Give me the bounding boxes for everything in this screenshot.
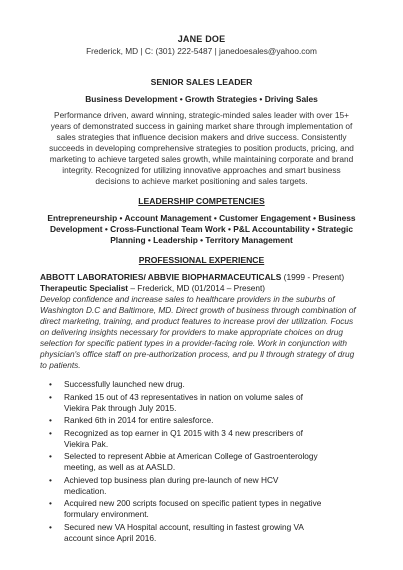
achievement-text: Successfully launched new drug. — [64, 379, 185, 389]
experience-title: PROFESSIONAL EXPERIENCE — [138, 255, 265, 265]
list-item — [40, 451, 363, 473]
achievement-text: Ranked 15 out of 43 representatives in nation on volume sales of Viekira Pak through July 2015. — [64, 391, 303, 413]
role-location-dates: – Frederick, MD (01/2014 – Present) — [130, 283, 266, 293]
employer-line — [40, 272, 363, 283]
list-item — [40, 392, 363, 414]
bullet: • — [49, 498, 52, 508]
role-description: Develop confidence and increase sales to healthcare providers in the suburbs of Washington D.C and Baltimore, MD. Direct growth of business through combination of direct marketing, training, and product features to increase provi der utilization. Focus on delivering insights necessary for providers to make appropriate choices on drug selection for specific patient types in a provider-facing role. Work in conjunction with physician's office staff on pre-authorization process, and pu ll through strategy of drug to patients. — [40, 294, 356, 370]
list-item — [40, 428, 363, 450]
subheadline: Business Development • Growth Strategies • Driving Sales — [85, 94, 318, 104]
contact-line: Frederick, MD | C: (301) 222-5487 | janedoesales@yahoo.com — [86, 46, 317, 56]
employer-name: ABBOTT LABORATORIES/ ABBVIE BIOPHARMACEUTICALS — [40, 272, 282, 282]
list-item — [40, 415, 363, 426]
list-item — [40, 498, 363, 520]
achievement-text: Ranked 6th in 2014 for entire salesforce. — [64, 415, 214, 425]
bullet: • — [49, 391, 52, 402]
bullet: • — [49, 521, 52, 532]
list-item — [40, 475, 363, 497]
role-line — [40, 283, 363, 294]
list-item — [40, 379, 363, 390]
competencies-title: LEADERSHIP COMPETENCIES — [138, 196, 265, 206]
achievements-list — [40, 379, 363, 544]
bullet: • — [49, 474, 52, 485]
candidate-name: JANE DOE — [177, 34, 226, 44]
role-title: Therapeutic Specialist — [40, 283, 129, 293]
achievement-text: Secured new VA Hospital account, resulting in fastest growing VA account since April 2016. — [64, 521, 304, 543]
achievement-text: Acquired new 200 scripts focused on specific patient types in negative formulary environment. — [64, 498, 322, 519]
bullet: • — [49, 379, 52, 389]
achievement-text: Selected to represent Abbie at American College of Gastroenterology meeting, as well as at AASLD. — [64, 451, 318, 472]
achievement-text: Achieved top business plan during pre-launch of new HCV medication. — [64, 474, 279, 496]
bullet: • — [49, 427, 52, 438]
employer-dates: (1999 - Present) — [283, 272, 345, 282]
headline: SENIOR SALES LEADER — [150, 77, 253, 87]
competencies-list: Entrepreneurship • Account Management • Customer Engagement • Business Development • Cross-Functional Team Work • P&L Accountability • Strategic Planning • Leadership • Territory Management — [47, 213, 356, 245]
bullet: • — [49, 451, 52, 461]
professional-summary: Performance driven, award winning, strategic-minded sales leader with over 15+ years of demonstrated success in gaining market share through implementation of sales strategies that influence decision makers and drive success. Consistently succeeds in developing comprehensive strategies to position products, pricing, and marketing to achieve targeted sales growth, while maintaining corporate and brand integrity. Recognized for utilizing innovative approaches and smart business decisions to achieve market positioning and sales targets. — [49, 110, 354, 186]
list-item — [40, 522, 363, 544]
achievement-text: Recognized as top earner in Q1 2015 with 3 4 new prescribers of Viekira Pak. — [64, 427, 303, 449]
bullet: • — [49, 415, 52, 425]
